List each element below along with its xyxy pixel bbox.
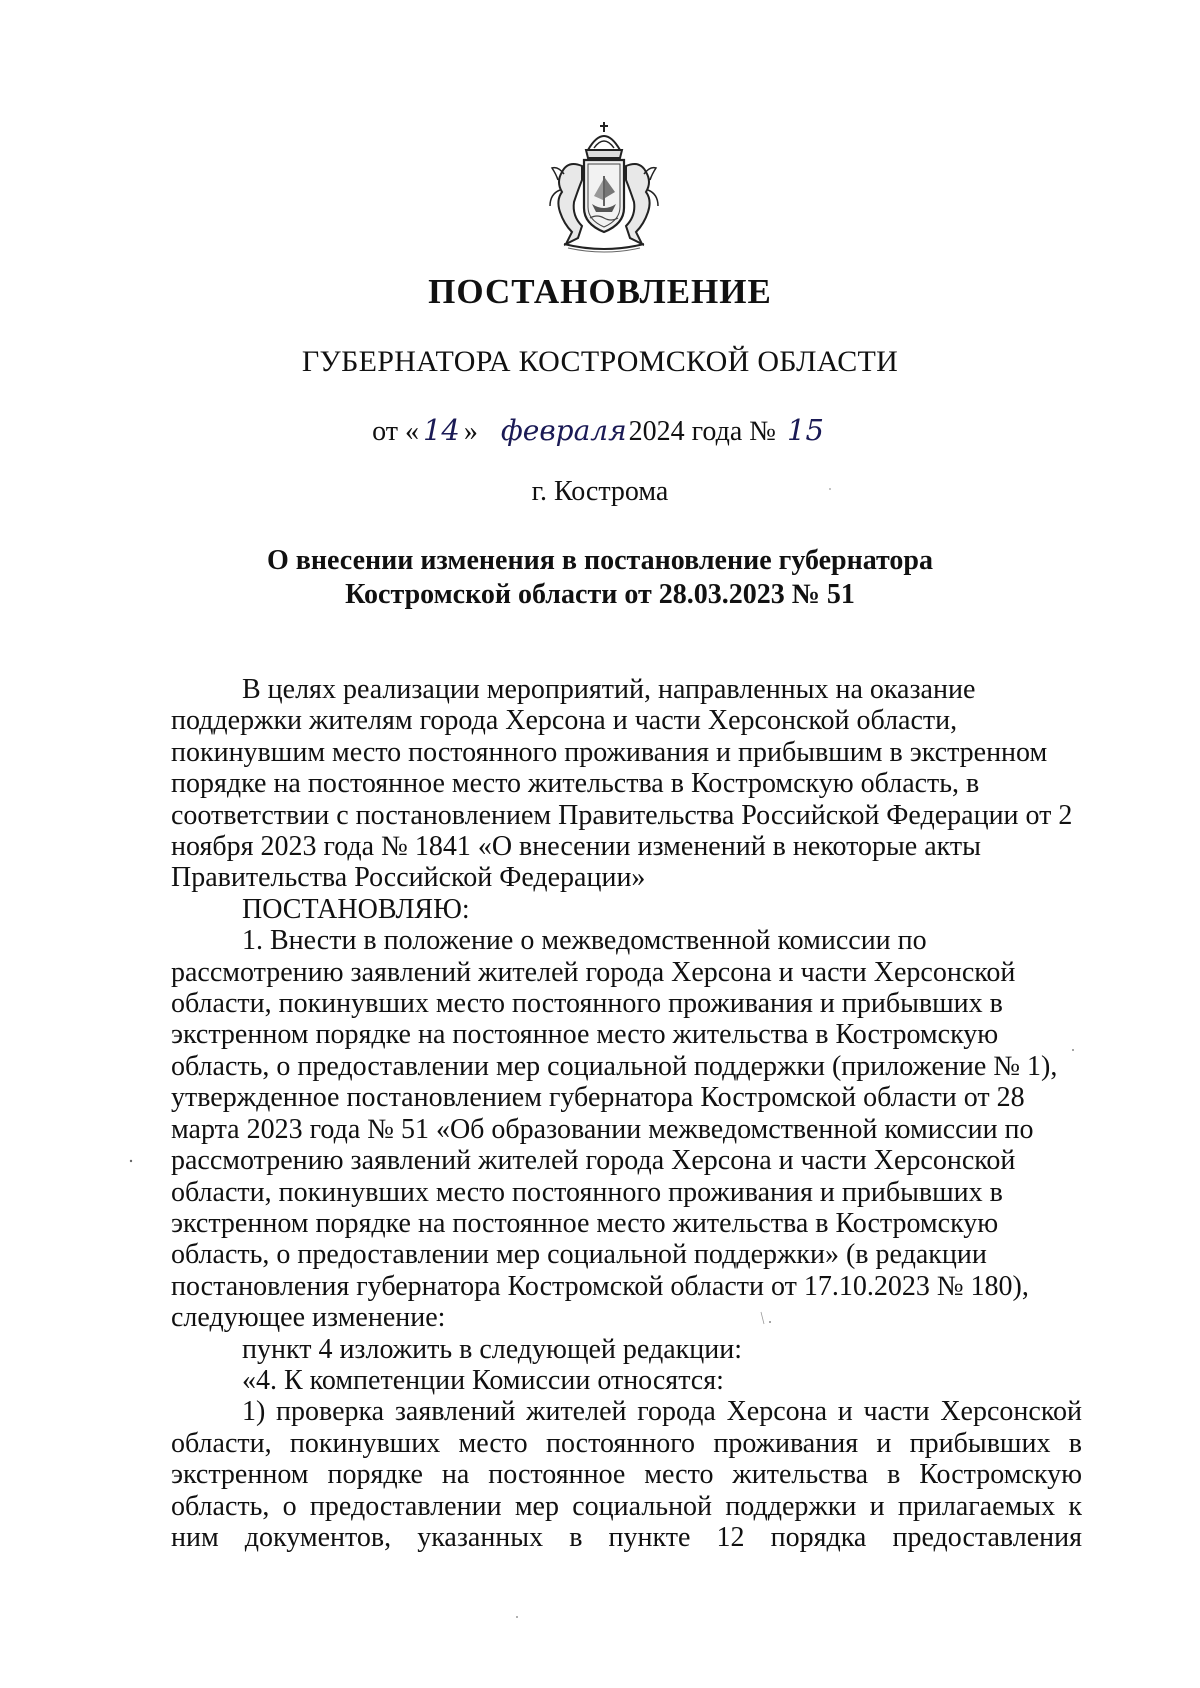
- clause-4-heading: «4. К компетенции Комиссии относятся:: [242, 1364, 724, 1396]
- date-year-text: 2024 года №: [628, 416, 777, 447]
- handwritten-number: 15: [787, 413, 824, 447]
- handwritten-day: 14: [422, 413, 460, 447]
- resolve-word: ПОСТАНОВЛЯЮ:: [242, 893, 470, 925]
- document-title: [160, 544, 1040, 612]
- subclause-1-paragraph: 1) проверка заявлений жителей города Херсона и части Херсонской области, покинувших место постоянного проживания и прибывших в экстренном порядке на постоянное место жительства в Костромскую область, о предоставлении мер социальной поддержки и прилагаемых к ним документов, указанных в пункте 12 порядка предоставления: [171, 1396, 1082, 1553]
- clause-4-intro: пункт 4 изложить в следующей редакции:: [242, 1333, 742, 1365]
- clause-1-paragraph: 1. Внести в положение о межведомственной комиссии по рассмотрению заявлений жителей города Херсона и части Херсонской области, покинувших место постоянного проживания и прибывших в экстренном порядке на постоянное место жительства в Костромскую область, о предоставлении мер социальной поддержки (приложение № 1), утвержденное постановлением губернатора Костромской области от 28 марта 2023 года № 51 «Об образовании межведомственной комиссии по рассмотрению заявлений жителей города Херсона и части Херсонской области, покинувших место постоянного проживания и прибывших в экстренном порядке на постоянное место жительства в Костромскую область, о предоставлении мер социальной поддержки» (в редакции постановления губернатора Костромской области от 17.10.2023 № 180), следующее изменение:: [171, 925, 1058, 1334]
- date-close-quote: »: [463, 416, 478, 447]
- preamble-paragraph: В целях реализации мероприятий, направленных на оказание поддержки жителям города Херсона и части Херсонской области, покинувшим место постоянного проживания и прибывшим в экстренном порядке на постоянное место жительства в Костромскую область, в соответствии с постановлением Правительства Российской Федерации от 2 ноября 2023 года № 1841 «О внесении изменений в некоторые акты Правительства Российской Федерации»: [171, 674, 1073, 894]
- document-body: [171, 674, 1082, 1553]
- document-date-line: [0, 413, 1200, 448]
- document-title-line-2: Костромской области от 28.03.2023 № 51: [345, 579, 855, 610]
- document-type-heading: ПОСТАНОВЛЕНИЕ: [428, 272, 772, 311]
- document-title-line-1: О внесении изменения в постановление губернатора: [267, 545, 933, 576]
- city-line: г. Кострома: [531, 476, 669, 507]
- issuer-heading: ГУБЕРНАТОРА КОСТРОМСКОЙ ОБЛАСТИ: [301, 345, 899, 378]
- date-prefix: от «: [372, 416, 419, 447]
- handwritten-month: февраля: [500, 414, 627, 447]
- coat-of-arms-icon: [548, 120, 660, 256]
